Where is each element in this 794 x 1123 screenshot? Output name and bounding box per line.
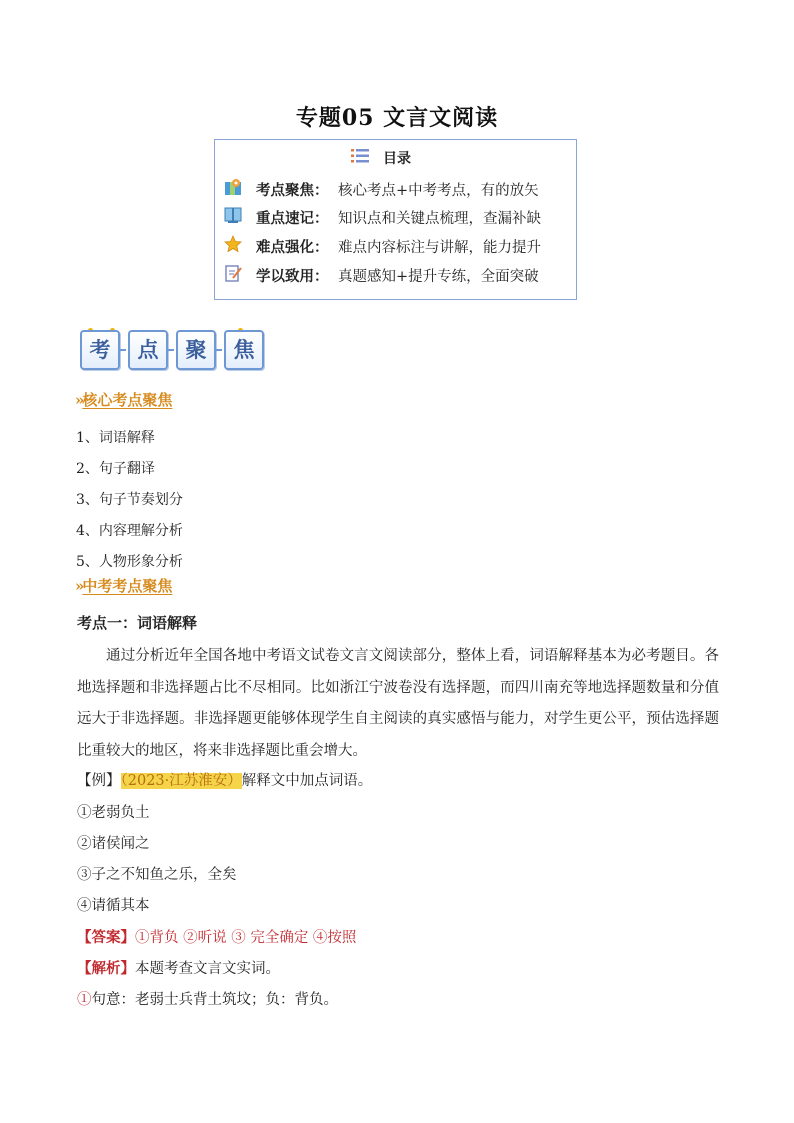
question-item: ②诸侯闻之 xyxy=(77,836,150,852)
toc-row xyxy=(215,264,576,286)
list-item: 3、句子节奏划分 xyxy=(76,492,183,508)
toc-label: 考点聚焦： xyxy=(256,182,329,199)
list-icon xyxy=(351,149,369,163)
toc-text: 知识点和关键点梳理，查漏补缺 xyxy=(338,211,541,227)
analysis-label: 【解析】 xyxy=(77,960,135,977)
toc-text: 核心考点+中考考点，有的放矢 xyxy=(338,183,539,199)
answer-label: 【答案】 xyxy=(77,929,135,946)
toc-label: 难点强化： xyxy=(256,239,329,256)
example-source: （2023·江苏淮安） xyxy=(120,773,242,789)
analysis-item-number: ① xyxy=(77,992,92,1008)
book-icon xyxy=(224,206,242,224)
badge-char: 考 xyxy=(80,330,120,370)
toc-text: 真题感知+提升专练，全面突破 xyxy=(338,269,539,285)
toc-row xyxy=(215,206,576,228)
section-badge-group xyxy=(80,330,270,372)
star-icon xyxy=(224,235,242,253)
answer-text: ①背负 ②听说 ③ 完全确定 ④按照 xyxy=(135,930,357,946)
badge-char: 焦 xyxy=(224,330,264,370)
chevron-double-right-icon: » xyxy=(75,391,82,409)
list-item: 5、人物形象分析 xyxy=(76,554,183,570)
answer-line xyxy=(77,926,356,947)
badge-connector xyxy=(216,349,222,351)
map-pin-icon xyxy=(224,178,242,196)
exam-section-heading: »中考考点聚焦 xyxy=(75,577,173,595)
badge-char: 点 xyxy=(128,330,168,370)
example-prefix: 【例】 xyxy=(77,773,121,789)
point-title: 考点一：词语解释 xyxy=(77,614,198,632)
toc-row xyxy=(215,178,576,200)
page-title: 专题05 文言文阅读 xyxy=(295,105,499,131)
list-item: 4、内容理解分析 xyxy=(76,523,183,539)
intro-paragraph: 通过分析近年全国各地中考语文试卷文言文阅读部分，整体上看，词语解释基本为必考题目。各地选择题和非选择题占比不尽相同。比如浙江宁波卷没有选择题，而四川南充等地选择题数量和分值远大于非选择题。非选择题更能够体现学生自主阅读的真实感悟与能力，对学生更公平，预估选择题比重较大的地区，将来非选择题比重会增大。 xyxy=(77,648,719,759)
list-item: 2、句子翻译 xyxy=(76,461,155,477)
edit-icon xyxy=(224,264,242,282)
analysis-item xyxy=(77,988,338,1009)
question-item: ③子之不知鱼之乐，全矣 xyxy=(77,867,237,883)
toc-title: 目录 xyxy=(383,151,411,167)
analysis-text: 本题考查文言文实词。 xyxy=(135,961,280,977)
toc-row xyxy=(215,235,576,257)
table-of-contents xyxy=(214,139,577,300)
analysis-line xyxy=(77,957,280,978)
chevron-double-right-icon: » xyxy=(75,577,82,595)
example-line xyxy=(77,769,372,790)
list-item: 1、词语解释 xyxy=(76,430,155,446)
core-section-heading: »核心考点聚焦 xyxy=(75,391,173,409)
example-task: 解释文中加点词语。 xyxy=(241,773,373,789)
badge-char: 聚 xyxy=(176,330,216,370)
toc-label: 重点速记： xyxy=(256,210,329,227)
question-item: ①老弱负土 xyxy=(77,805,150,821)
toc-header xyxy=(215,148,576,168)
badge-connector xyxy=(120,349,126,351)
toc-label: 学以致用： xyxy=(256,268,329,285)
badge-connector xyxy=(168,349,174,351)
toc-text: 难点内容标注与讲解，能力提升 xyxy=(338,240,541,256)
analysis-item-text: 句意：老弱士兵背土筑坟；负：背负。 xyxy=(91,992,338,1008)
question-item: ④请循其本 xyxy=(77,898,150,914)
